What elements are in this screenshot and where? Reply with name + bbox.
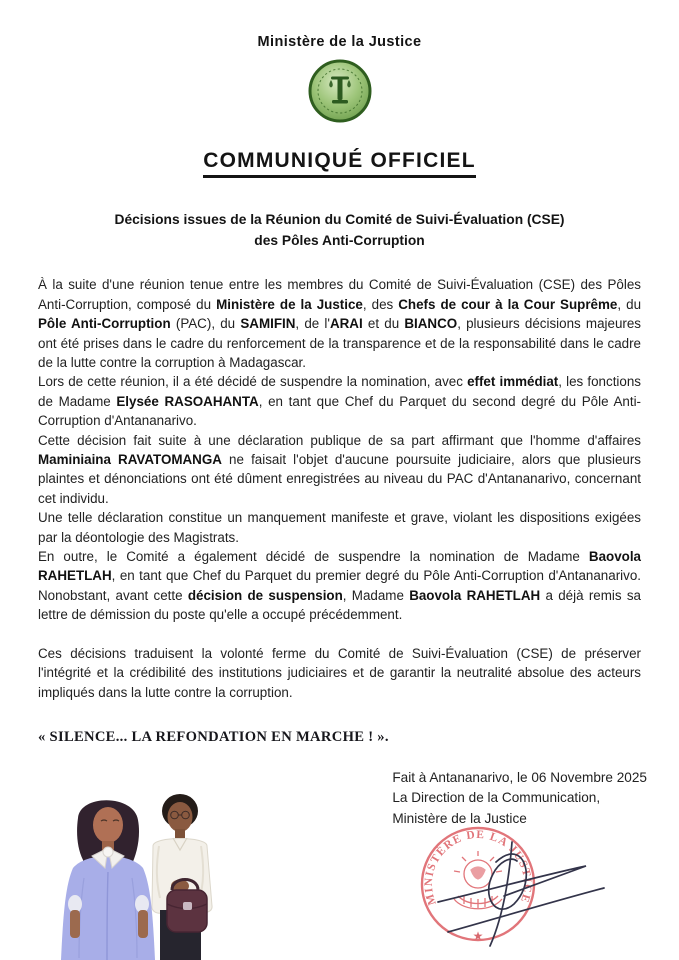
body-paragraph-6: Ces décisions traduisent la volonté ferme du Comité de Suivi-Évaluation (CSE) de préserver l'intégrité et la crédibilité des institutions judiciaires et de garantir la neutralité absolue des acteurs impliqués dans la lutte contre la corruption. [38,645,641,700]
official-left [61,800,155,960]
body-paragraph-2: Lors de cette réunion, il a été décidé de suspendre la nomination, avec effet immédiat, les fonctions de Madame Elysée RASOAHANTA, en tant que Chef du Parquet du second degré du Pôle Anti-Corruption d'Antananarivo. [38,374,642,429]
ministry-line: Ministère de la Justice [392,810,527,826]
body-paragraph-4: Une telle déclaration constitue un manquement manifeste et grave, violant les dispositions exigées par la déontologie des Magistrats. [38,510,641,545]
slogan: « SILENCE... LA REFONDATION EN MARCHE ! ». [38,728,389,745]
two-officials-photo [32,786,244,960]
ministry-name: Ministère de la Justice [257,34,422,50]
communique-title: COMMUNIQUÉ OFFICIEL [203,149,475,178]
body-paragraph-1: À la suite d'une réunion tenue entre les membres du Comité de Suivi-Évaluation (CSE) des Pôles Anti-Corruption, composé du Ministère de la Justice, des Chefs de cour à la Cour Suprême, du Pôle Anti-Corruption (PAC), du SAMIFIN, de l'ARAI et du BIANCO, plusieurs décisions majeures ont été prises dans le cadre du renforcement de la transparence et de la responsabilité dans le cadre de la lutte contre la corruption à Madagascar. [38,277,642,370]
communique-subtitle [0,210,679,251]
stamp-star-icon: ★ [472,929,484,943]
place-date-line: Fait à Antananarivo, le 06 Novembre 2025 [392,769,647,785]
body-paragraph-3: Cette décision fait suite à une déclaration publique de sa part affirmant que l'homme d'affaires Maminiaina RAVATOMANGA ne faisait l'objet d'aucune poursuite judiciaire, alors que plusieurs plaintes et dénonciations ont été dûment enregistrées au niveau du PAC d'Antananarivo, concernant cet individu. [38,432,641,506]
ministry-seal-icon [307,58,373,124]
subtitle-line-1: Décisions issues de la Réunion du Comité de Suivi-Évaluation (CSE) [114,212,565,227]
stamp-text: MINISTÈRE DE LA JUSTICE [422,828,534,907]
ministry-stamp [378,804,628,960]
stamp-seal [422,828,534,943]
subtitle-line-2: des Pôles Anti-Corruption [254,232,425,248]
direction-line: La Direction de la Communication, [392,790,601,806]
official-right [152,794,212,960]
body-paragraph-5: En outre, le Comité a également décidé de suspendre la nomination de Madame Baovola RAHETLAH, en tant que Chef du Parquet du premier degré du Pôle Anti-Corruption d'Antananarivo. Nonobstant, avant cette décision de suspension, Madame Baovola RAHETLAH a déjà remis sa lettre de démission du poste qu'elle a occupé précédemment. [38,549,641,623]
body-text [38,275,641,702]
